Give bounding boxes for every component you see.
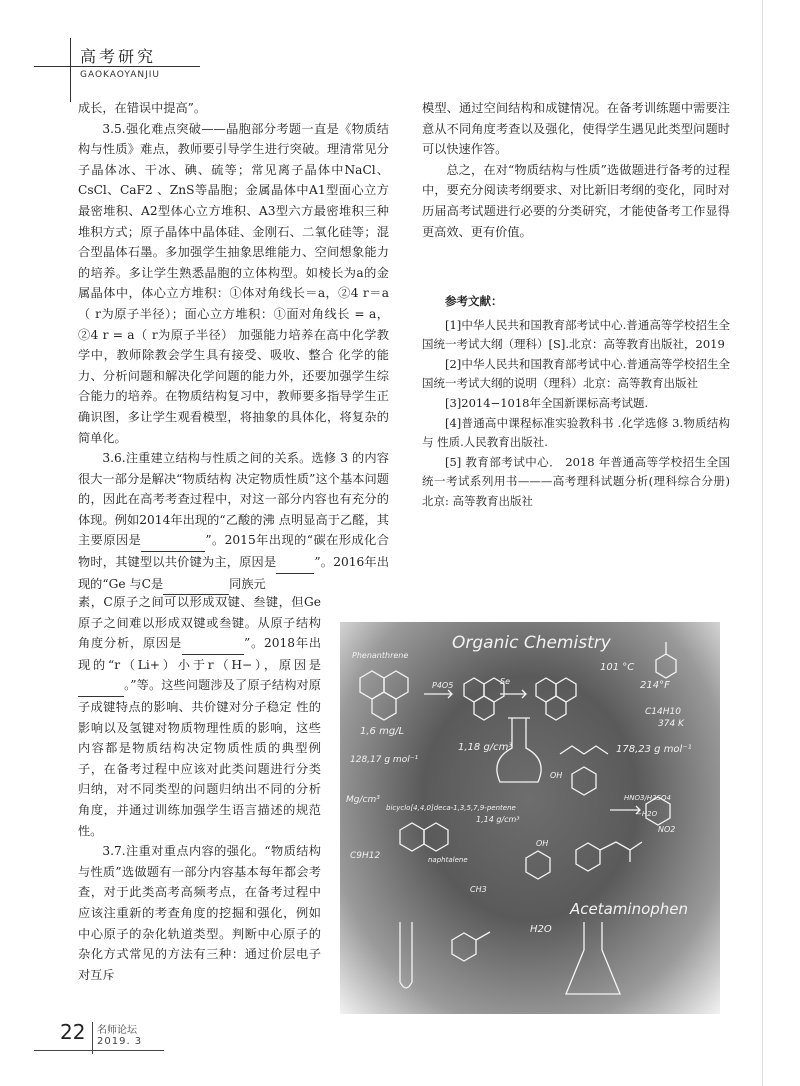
svg-text:−H2O: −H2O — [636, 810, 658, 818]
footer-rule — [34, 1050, 164, 1051]
svg-text:Phenanthrene: Phenanthrene — [352, 651, 409, 660]
alkene-chain — [560, 746, 608, 754]
svg-text:OH: OH — [536, 839, 549, 848]
references — [422, 292, 730, 512]
svg-text:Se: Se — [500, 677, 510, 686]
acetaminophen-structure — [576, 842, 642, 871]
reference-item: [5] 教育部考试中心． 2018 年普通高等学校招生全国统一考试系列用书———高考理科试题分析(理科综合分册) 北京: 高等教育出版社 — [422, 454, 730, 508]
section-subtitle: GAOKAOYANJIU — [80, 70, 160, 80]
test-tube-icon — [400, 922, 412, 988]
aromatic-structure — [536, 678, 576, 720]
reference-item: [4]普通高中课程标准实验教科书 .化学选修 3.物质结构与 性质.人民教育出版社. — [422, 415, 730, 450]
svg-text:C9H12: C9H12 — [350, 851, 381, 861]
answer-blank — [141, 530, 205, 552]
svg-text:C14H10: C14H10 — [645, 707, 681, 717]
toluene-ring — [656, 642, 676, 678]
svg-text:1,14 g/cm³: 1,14 g/cm³ — [476, 815, 520, 824]
issue-date: 2019. 3 — [97, 1036, 143, 1047]
svg-text:H2O: H2O — [530, 924, 552, 935]
wrapped-column — [78, 592, 321, 985]
svg-text:OH: OH — [550, 771, 563, 780]
erlenmeyer-flask-icon — [566, 922, 620, 994]
svg-text:CH3: CH3 — [470, 885, 487, 894]
phenol-ring — [526, 851, 550, 879]
paragraph-3-6: 3.6.注重建立结构与性质之间的关系。选修 3 的内容很大一部分是解决“物质结构 决定物质性质”这个基本问题的，因此在高考考查过程中，对这一部分内容也有充分的体现。例如2014年出现的“乙酸的沸 点明显高于乙醛，其主要原因是 ”。2015年出现的“碳在形成化合物时，其键型以共价键为主，原因是 ”。2016年出现的“Ge 与C是 同族元 — [78, 448, 389, 595]
svg-text:374 K: 374 K — [658, 719, 684, 729]
svg-text:1,6 mg/L: 1,6 mg/L — [360, 726, 405, 737]
right-column — [422, 98, 730, 242]
svg-text:NO2: NO2 — [658, 825, 676, 834]
references-heading: 参考文献： — [445, 294, 503, 308]
left-column — [78, 98, 389, 595]
page-edge — [762, 0, 763, 1086]
reference-item: [3]2014−1018年全国新课标高考试题. — [445, 395, 649, 410]
svg-text:naphtalene: naphtalene — [428, 856, 468, 864]
phenanthrene-structure — [360, 671, 408, 720]
paragraph-3-7: 3.7.注重对重点内容的强化。“物质结构与性质”选做题有一部分内容基本每年都会考查，对于此类高考高频考点，在备考过程中应该注重新的考查角度的挖掘和强化，例如中心原子的杂化轨道类型。判断中心原子的杂化方式常见的方法有三种：通过价层电子对互斥 — [78, 844, 321, 982]
header-rule — [34, 66, 200, 67]
answer-blank — [276, 552, 314, 574]
svg-text:Mg/cm³: Mg/cm³ — [346, 795, 380, 805]
svg-text:1,18 g/cm³: 1,18 g/cm³ — [458, 742, 513, 753]
svg-text:101 °C: 101 °C — [600, 662, 635, 673]
reference-item: [1]中华人民共和国教育部考试中心.普通高等学校招生全国统一考试大纲（理科）[S].北京：高等教育出版社，2019 — [422, 317, 730, 352]
board-title: Organic Chemistry — [452, 633, 611, 653]
svg-text:P4O5: P4O5 — [432, 681, 454, 690]
svg-text:bicyclo[4,4,0]deca-1,3,5,7,9-p: bicyclo[4,4,0]deca-1,3,5,7,9-pentene — [386, 804, 516, 812]
svg-text:128,17 g mol⁻¹: 128,17 g mol⁻¹ — [350, 755, 419, 765]
paragraph-3-5: 3.5.强化难点突破——晶胞部分考题一直是《物质结构与性质》难点，教师要引导学生进行突破。理清常见分子晶体冰、干冰、碘、硫等；常见离子晶体中NaCl、CsCl、CaF2 、ZnS等晶胞；金属晶体中A1型面心立方最密堆积、A2型体心立方堆积、A3型六方最密堆积三种堆积方式；原子晶体中晶体硅、金刚石、二氧化硅等；混合型晶体石墨。多加强学生抽象思维能力、空间想象能力的培养。多让学生熟悉晶胞的立体构型。如棱长为a的金属晶体中，体心立方堆积：①体对角线长＝a，②4 r＝a（ r为原子半径）；面心立方堆积：①面对角线长 = a，②4 r = a（ r为原子半径） 加强能力培养在高中化学教学中，教师除教会学生具有接受、吸收、整合 化学的能力、分析问题和解决化学问题的能力外，还要加强学生综合能力的培养。在物质结构复习中，教师要多指导学生正确识图，多让学生观看模型，将抽象的具体化，将复杂的简单化。 — [78, 121, 389, 445]
answer-blank — [182, 633, 244, 655]
chemistry-chalkboard-image — [340, 622, 720, 1014]
naphthalene-structure — [400, 823, 448, 851]
svg-text:HNO3/H2SO4: HNO3/H2SO4 — [624, 794, 671, 802]
svg-text:178,23 g mol⁻¹: 178,23 g mol⁻¹ — [616, 744, 692, 755]
benzene-structure — [572, 767, 596, 795]
page-number: 22 — [60, 1020, 86, 1044]
paragraph-3-6-cont: 素，C原子之间可以形成双键、叁键，但Ge原子之间难以形成双键或叁键。从原子结构角度分析，原因是 ”。2018年出现的“r（Li+）小于r（H−），原因是 。”等。这些问题涉及了原子结构对原子成键特点的影响、共价键对分子稳定 性的影响以及氢键对物质物理性质的影响，这些内容都是物质结构决定物质性质的典型例子，在备考过程中应该对此类问题进行分类归纳，对不同类型的问题归纳出不同的分析角度，并通过训练加强学生语言描述的规范性。 — [78, 595, 322, 838]
paragraph: 模型、通过空间结构和成键情况。在备考训练题中需要注意从不同角度考查以及强化，使得学生遇见此类型问题时可以快速作答。 — [422, 101, 730, 157]
benzoic-ring — [452, 932, 490, 961]
answer-blank — [78, 675, 124, 697]
paragraph: 成长，在错误中提高”。 — [78, 101, 207, 115]
svg-text:214°F: 214°F — [640, 680, 670, 691]
svg-text:Acetaminophen: Acetaminophen — [570, 900, 689, 918]
paragraph-conclusion: 总之，在对“物质结构与性质”选做题进行备考的过程中，要充分阅读考纲要求、对比新旧考纲的变化，同时对历届高考试题进行必要的分类研究，才能使备考工作显得更高效、更有价值。 — [422, 162, 730, 239]
section-title: 高考研究 — [80, 47, 157, 66]
magazine-name: 名师论坛 — [97, 1025, 137, 1036]
tetracyclic-structure — [464, 678, 504, 720]
reference-item: [2]中华人民共和国教育部考试中心.普通高等学校招生全国统一考试大纲的说明（理科）北京：高等教育出版社 — [422, 356, 730, 391]
header-rule-vertical — [70, 38, 71, 102]
